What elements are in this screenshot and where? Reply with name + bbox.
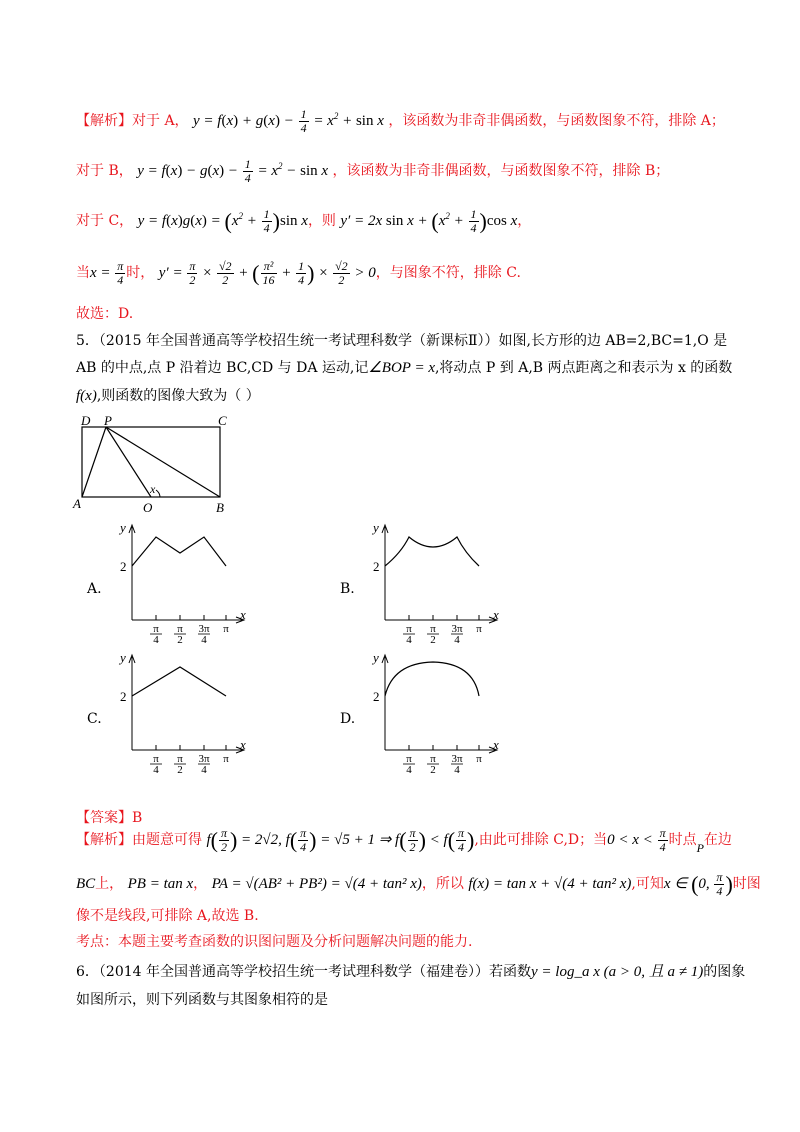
- x-tick-top-3: π: [476, 623, 482, 635]
- label-a: A: [73, 496, 81, 511]
- x-tick-top-2: 3π: [198, 623, 210, 635]
- x-tick-top-0: π: [406, 753, 412, 765]
- analysis-label: 【解析】: [76, 113, 132, 129]
- q5-line3: f(x),则函数的图像大致为（ ）: [76, 388, 260, 404]
- analysis-line-b: 对于 B， y = f(x) − g(x) − $\frac{1}{4}$ = $x^2 - \sin x$ ，该函数为非奇非偶函数，与函数图象不符，排除 B；: [76, 157, 670, 186]
- x-tick-top-2: 3π: [451, 623, 463, 635]
- x-tick-bottom-2: 4: [201, 634, 207, 643]
- x-tick-top-0: π: [153, 623, 159, 635]
- x-tick-top-3: π: [223, 623, 229, 635]
- option-label-c: C.: [87, 711, 102, 727]
- x-tick-bottom-1: 2: [177, 634, 183, 643]
- x-tick-bottom-1: 2: [430, 764, 436, 773]
- x-tick-bottom-0: 4: [153, 634, 159, 643]
- label-p: P: [104, 415, 112, 428]
- y-tick-2: 2: [373, 559, 380, 574]
- y-axis-label: y: [120, 650, 126, 665]
- q5-line1: 5．（2015 年全国普通高等学校招生统一考试理科数学（新课标Ⅱ））如图,长方形的边 AB=2,BC=1,O 是: [76, 333, 728, 349]
- y-tick-2: 2: [120, 559, 127, 574]
- analysis2-formula1: f( $\frac{\pi}{2}$ ) = 2√2, f( $\frac{\pi}{4}$ ) = √5 + 1 ⇒ f( $\frac{\pi}{2}$ ) < f( $\frac{\pi}{4}$ ): [206, 826, 475, 855]
- option-label-a: A.: [87, 581, 102, 597]
- x-tick-top-1: π: [430, 623, 436, 635]
- analysis-line-a: 【解析】对于 A， y = f(x) + g(x) − $\frac{1}{4}$ = $x^2 + \sin x$ ，该函数为非奇非偶函数，与函数图象不符，排除 A；: [76, 107, 725, 136]
- formula-x-value: x = $\frac{\pi}{4}$: [90, 259, 124, 287]
- formula-c: $y = f(x)g(x) = (x^2$ + $\frac{1}{4}$ )sin x: [137, 207, 308, 236]
- rectangle-figure: [70, 415, 250, 520]
- q5-line2: AB 的中点,点 P 沿着边 BC,CD 与 DA 运动,记∠BOP = x,将动点 P 到 A,B 两点距离之和表示为 x 的函数: [76, 360, 733, 376]
- option-label-b: B.: [340, 581, 355, 597]
- x-tick-top-0: π: [153, 753, 159, 765]
- x-tick-bottom-0: 4: [406, 634, 412, 643]
- x-tick-bottom-2: 4: [454, 764, 460, 773]
- x-tick-bottom-1: 2: [430, 634, 436, 643]
- y-tick-2: 2: [373, 689, 380, 704]
- kaodian-line: 考点：本题主要考查函数的识图问题及分析问题解决问题的能力.: [76, 934, 473, 950]
- option-graph-c: [92, 645, 262, 773]
- curve-c: [132, 667, 226, 696]
- label-b: B: [216, 500, 224, 515]
- x-tick-bottom-0: 4: [406, 764, 412, 773]
- label-o: O: [143, 500, 153, 515]
- option-graph-b: [345, 515, 515, 643]
- analysis2-line2: BC上， PB = tan x， PA = √(AB² + PB²) = √(4 + tan² x)，所以 f(x) = tan x + √(4 + tan² x),可知x ∈ (0, $\frac{\pi}{4}$ )时图: [76, 870, 761, 899]
- x-tick-bottom-0: 4: [153, 764, 159, 773]
- label-angle-x: x: [150, 482, 156, 496]
- formula-b: y = f(x) − g(x) − $\frac{1}{4}$ = $x^2 - \sin x$: [137, 157, 329, 186]
- formula-a: y = f(x) + g(x) − $\frac{1}{4}$ = $x^2 + \sin x$: [193, 107, 384, 136]
- analysis-line-d: 当x = $\frac{\pi}{4}$ 时， y′ = $\frac{\pi}{2}$ × $\frac{√2}{2}$ + ( $\frac{\text{π²}}{16}$ + $\frac{1}{4}$ ) × $\frac{√2}{2}$ > 0，与图象不符，排除 C.: [76, 259, 521, 287]
- curve-a: [132, 537, 226, 566]
- analysis-line-c: 对于 C， $y = f(x)g(x) = (x^2$ + $\frac{1}{4}$ )sin x，则 y′ = 2x $\sin x + (x^2$ + $\frac{1}{4}$ )cos x，: [76, 207, 532, 236]
- x-tick-bottom-2: 4: [201, 764, 207, 773]
- x-tick-top-1: π: [430, 753, 436, 765]
- x-axis-label: x: [240, 737, 246, 752]
- label-c: C: [218, 415, 227, 428]
- y-tick-2: 2: [120, 689, 127, 704]
- q6-line2: 如图所示，则下列函数与其图象相符的是: [76, 992, 328, 1008]
- q6-line1: 6．（2014 年全国普通高等学校招生统一考试理科数学（福建卷））若函数y = log_a x (a > 0, 且 a ≠ 1)的图象: [76, 964, 746, 980]
- answer-value: B: [132, 810, 143, 826]
- x-axis-label: x: [493, 737, 499, 752]
- option-graph-a: [92, 515, 262, 643]
- option-label-d: D.: [340, 711, 356, 727]
- x-tick-top-2: 3π: [451, 753, 463, 765]
- curve-d: [385, 662, 479, 696]
- label-d: D: [81, 415, 91, 428]
- choose-line: 故选：D.: [76, 306, 134, 322]
- x-tick-top-0: π: [406, 623, 412, 635]
- x-axis-label: x: [493, 607, 499, 622]
- answer-line: 【答案】B: [76, 810, 143, 826]
- x-tick-top-1: π: [177, 623, 183, 635]
- y-axis-label: y: [120, 520, 126, 535]
- x-tick-bottom-2: 4: [454, 634, 460, 643]
- formula-c-derivative: y′ = 2x $\sin x + (x^2$ + $\frac{1}{4}$ )cos x: [340, 207, 518, 236]
- y-axis-label: y: [373, 650, 379, 665]
- formula-d-derivative: y′ = $\frac{\pi}{2}$ × $\frac{√2}{2}$ + ( $\frac{\text{π²}}{16}$ + $\frac{1}{4}$ ) × $\frac{√2}{2}$ > 0: [158, 259, 376, 287]
- x-tick-top-3: π: [476, 753, 482, 765]
- x-tick-bottom-1: 2: [177, 764, 183, 773]
- x-axis-label: x: [240, 607, 246, 622]
- option-graph-d: [345, 645, 515, 773]
- x-tick-top-2: 3π: [198, 753, 210, 765]
- x-tick-top-1: π: [177, 753, 183, 765]
- analysis2-line3: 像不是线段,可排除 A,故选 B.: [76, 908, 259, 924]
- curve-b: [385, 537, 479, 566]
- analysis2-line1: 【解析】由题意可得 f( $\frac{\pi}{2}$ ) = 2√2, f( $\frac{\pi}{4}$ ) = √5 + 1 ⇒ f( $\frac{\pi}{2}$ ) < f( $\frac{\pi}{4}$ ),由此可排除 C,D；当0 < x < $\frac{\pi}{4}$ 时点P在边: [76, 826, 732, 855]
- x-tick-top-3: π: [223, 753, 229, 765]
- y-axis-label: y: [373, 520, 379, 535]
